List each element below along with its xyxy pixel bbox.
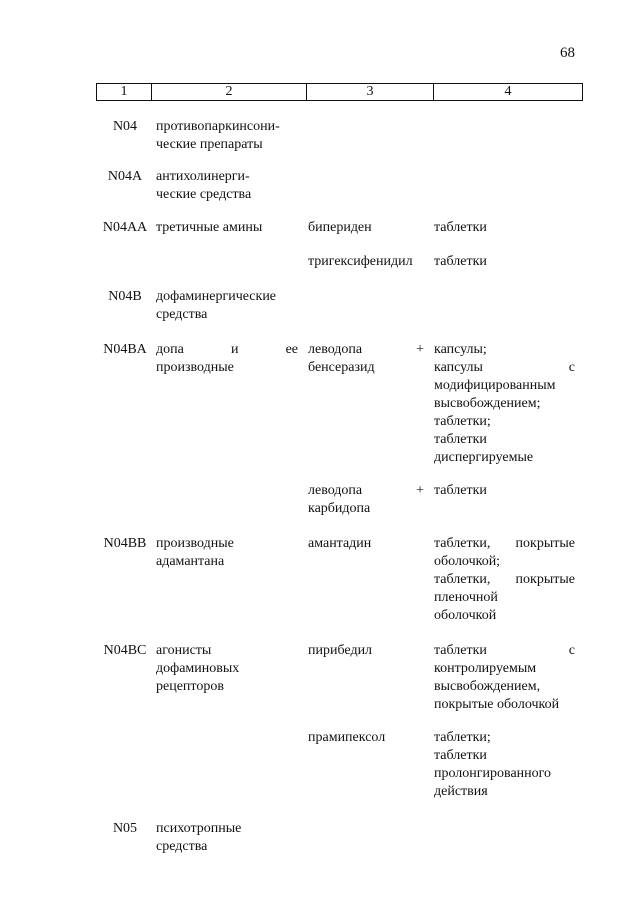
group-name: производные адамантана (156, 536, 234, 569)
atc-code: N04AA (102, 220, 148, 235)
dosage-form: таблетки с контролируемым высвобождением, покрытые оболочкой (434, 643, 575, 712)
atc-code: N04BA (103, 342, 147, 357)
atc-code: N04BC (103, 643, 147, 658)
drug-name: леводопа + бенсеразид (308, 342, 424, 375)
drug-name: тригексифенидил (308, 254, 413, 269)
header-col-4: 4 (504, 84, 512, 99)
header-col-2: 2 (152, 84, 307, 100)
group-name: дофаминергические средства (156, 289, 277, 322)
dosage-form: таблетки (434, 483, 487, 498)
atc-code: N04 (112, 119, 138, 134)
header-col-1: 1 (97, 84, 152, 100)
group-name: третичные амины (156, 220, 263, 235)
dosage-form: таблетки (434, 254, 487, 269)
page-number: 68 (560, 45, 575, 61)
dosage-form: таблетки; таблетки пролонгированного действия (434, 730, 552, 799)
atc-code: N04BB (103, 536, 147, 551)
atc-code: N04B (108, 289, 142, 304)
group-name: антихолинерги- ческие средства (156, 169, 252, 202)
group-name: противопаркинсони- ческие препараты (156, 119, 280, 152)
group-name: психотропные средства (156, 821, 242, 854)
dosage-form: таблетки, покрытые оболочкой; таблетки, покрытые пленочной оболочкой (434, 536, 575, 623)
drug-name: прамипексол (308, 730, 386, 745)
group-name: агонисты дофаминовых рецепторов (156, 643, 240, 694)
drug-name: бипериден (308, 220, 372, 235)
atc-code: N05 (112, 821, 138, 836)
drug-name: амантадин (308, 536, 372, 551)
dosage-form: капсулы; капсулы с модифицированным высвобождением; таблетки; таблетки диспергируемые (434, 342, 575, 465)
header-col-3: 3 (307, 84, 434, 100)
table-header (96, 83, 583, 101)
dosage-form: таблетки (434, 220, 487, 235)
atc-code: N04A (107, 169, 143, 184)
drug-name: пирибедил (308, 643, 373, 658)
drug-name: леводопа + карбидопа (308, 483, 424, 516)
group-name: допа и ее производные (156, 342, 298, 375)
